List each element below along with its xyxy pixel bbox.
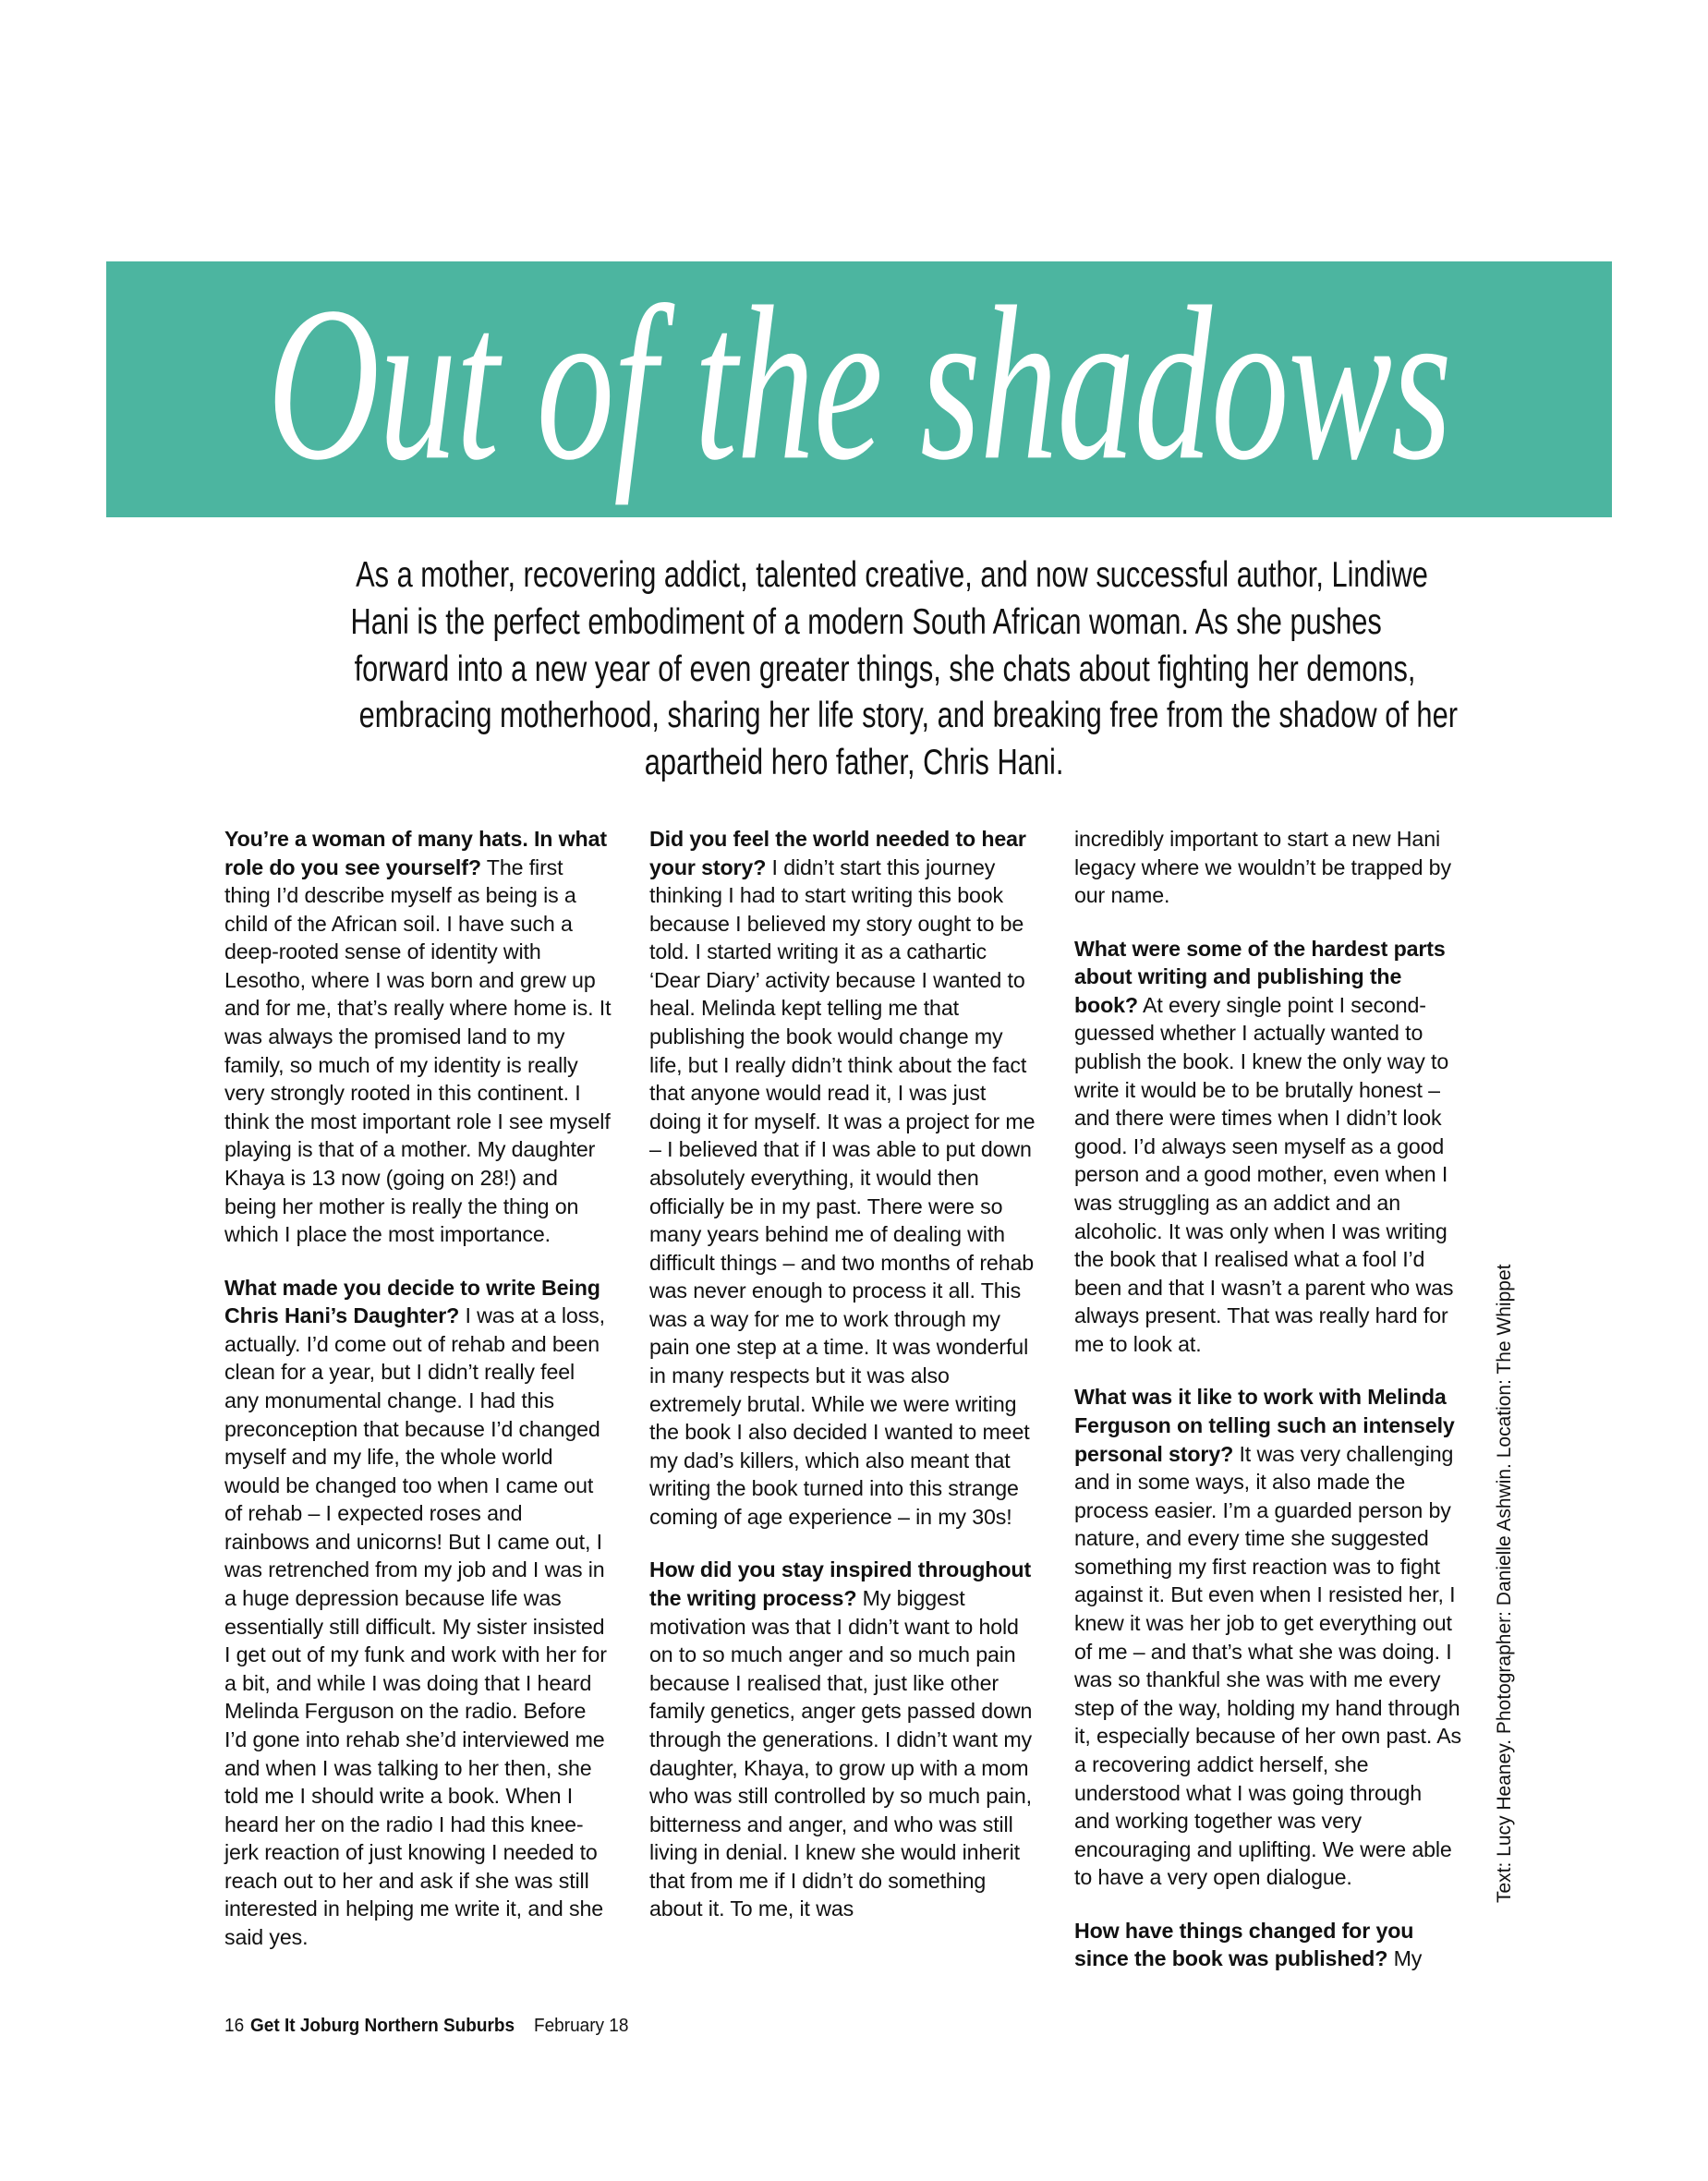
page-title xyxy=(106,261,1612,506)
standfirst xyxy=(222,552,1487,787)
article-column-1 xyxy=(224,825,612,1949)
article-paragraph xyxy=(224,825,612,1249)
publication-name: Get It Joburg Northern Suburbs xyxy=(249,2016,515,2036)
interview-question: What was it like to work with Melinda Ferguson on telling such an intensely personal story? xyxy=(1074,1385,1455,1466)
footer-folio xyxy=(224,2017,633,2035)
standfirst-line-4: embracing motherhood, sharing her life story, and breaking free from the shadow of her xyxy=(358,696,1458,736)
article-paragraph xyxy=(224,1274,612,1952)
standfirst-line-5: apartheid hero father, Chris Hani. xyxy=(645,743,1064,783)
title-banner xyxy=(106,261,1612,517)
interview-answer: At every single point I second-guessed whether I actually wanted to publish the book. I knew the only way to write it would be to be brutally honest – and there were times when I didn’t look good. I’d always seen myself as a good person and a good mother, even when I was struggling as an addict and an alcoholic. It was only when I was writing the book that I realised what a fool I’d been and that I wasn’t a parent who was always present. That was really hard for me to look at. xyxy=(1074,992,1454,1356)
credit-text: Text: Lucy Heaney. Photographer: Danielle Ashwin. Location: The Whippet xyxy=(1494,1264,1515,1903)
interview-question: How have things changed for you since the book was published? xyxy=(1074,1918,1414,1971)
interview-question: What made you decide to write Being Chris Hani’s Daughter? xyxy=(224,1275,600,1328)
issue-date: February 18 xyxy=(533,2016,628,2036)
article-paragraph xyxy=(1074,1383,1462,1891)
article-column-3 xyxy=(1074,825,1462,1971)
interview-answer: I was at a loss, actually. I’d come out of rehab and been clean for a year, but I didn’t really feel any monumental change. I had this preconception that because I’d changed myself and my life, the whole world would be changed too when I came out of rehab – I expected roses and rainbows and unicorns! But I came out, I was retrenched from my job and I was in a huge depression because life was essentially still difficult. My sister insisted I get out of my funk and work with her for a bit, and while I was doing that I heard Melinda Ferguson on the radio. Before I’d gone into rehab she’d interviewed me and when I was talking to her then, she told me I should write a book. When I heard her on the radio I had this knee-jerk reaction of just knowing I needed to reach out to her and ask if she was still interested in helping me write it, and she said yes. xyxy=(224,1303,607,1949)
article-column-2 xyxy=(649,825,1037,1921)
article-paragraph xyxy=(1074,825,1462,910)
interview-answer: I didn’t start this journey thinking I had to start writing this book because I believed my story ought to be told. I started writing it as a cathartic ‘Dear Diary’ activity because I wanted to heal. Melinda kept telling me that publishing the book would change my life, but I really didn’t think about the fact that anyone would read it, I was just doing it for myself. It was a project for me – I believed that if I was able to put down absolutely everything, it would then officially be in my past. There were so many years behind me of dealing with difficult things – and two months of rehab was never enough to process it all. This was a way for me to work through my pain one step at a time. It was wonderful in many respects but it was also extremely brutal. While we were writing the book I also decided I wanted to meet my dad’s killers, which also meant that writing the book turned into this strange coming of age experience – in my 30s! xyxy=(649,854,1036,1529)
interview-question: What were some of the hardest parts about writing and publishing the book? xyxy=(1074,936,1446,1017)
article-paragraph xyxy=(649,825,1037,1531)
standfirst-line-2: Hani is the perfect embodiment of a modern South African woman. As she pushes xyxy=(350,601,1382,642)
standfirst-line-3: forward into a new year of even greater things, she chats about fighting her demons, xyxy=(354,648,1416,689)
interview-answer: My xyxy=(1387,1946,1423,1971)
interview-question: How did you stay inspired throughout the writing process? xyxy=(649,1557,1032,1611)
page-number: 16 xyxy=(224,2016,245,2036)
article-body xyxy=(224,825,1462,1971)
interview-answer: incredibly important to start a new Hani legacy where we wouldn’t be trapped by our name. xyxy=(1074,827,1451,908)
article-paragraph xyxy=(1074,1917,1462,1973)
article-paragraph xyxy=(649,1556,1037,1923)
credit-line xyxy=(1474,610,1515,1903)
interview-answer: It was very challenging and in some ways, it also made the process easier. I’m a guarded person by nature, and every time she suggested something my first reaction was to fight against it. But even when I resisted her, I knew it was her job to get everything out of me – and that’s what she was doing. I was so thankful she was with me every step of the way, holding my hand through it, especially because of her own past. As a recovering addict herself, she understood what I was going through and working together was very encouraging and uplifting. We were able to have a very open dialogue. xyxy=(1074,1441,1462,1890)
interview-question: Did you feel the world needed to hear your story? xyxy=(649,827,1026,879)
standfirst-line-1: As a mother, recovering addict, talented creative, and now successful author, Lindiwe xyxy=(356,555,1428,595)
interview-question: You’re a woman of many hats. In what role do you see yourself? xyxy=(224,827,607,879)
article-paragraph xyxy=(1074,935,1462,1359)
page-title-text: Out of the shadows xyxy=(267,261,1451,506)
interview-answer: My biggest motivation was that I didn’t want to hold on to so much anger and so much pain because I realised that, just like other family genetics, anger gets passed down through the generations. I didn’t want my daughter, Khaya, to grow up with a mom who was still controlled by so much pain, bitterness and anger, and who was still living in denial. I knew she would inherit that from me if I didn’t do something about it. To me, it was xyxy=(649,1586,1033,1921)
interview-answer: The first thing I’d describe myself as being is a child of the African soil. I have such a deep-rooted sense of identity with Lesotho, where I was born and grew up and for me, that’s really where home is. It was always the promised land to my family, so much of my identity is really very strongly rooted in this continent. I think the most important role I see myself playing is that of a mother. My daughter Khaya is 13 now (going on 28!) and being her mother is really the thing on which I place the most importance. xyxy=(224,854,612,1247)
